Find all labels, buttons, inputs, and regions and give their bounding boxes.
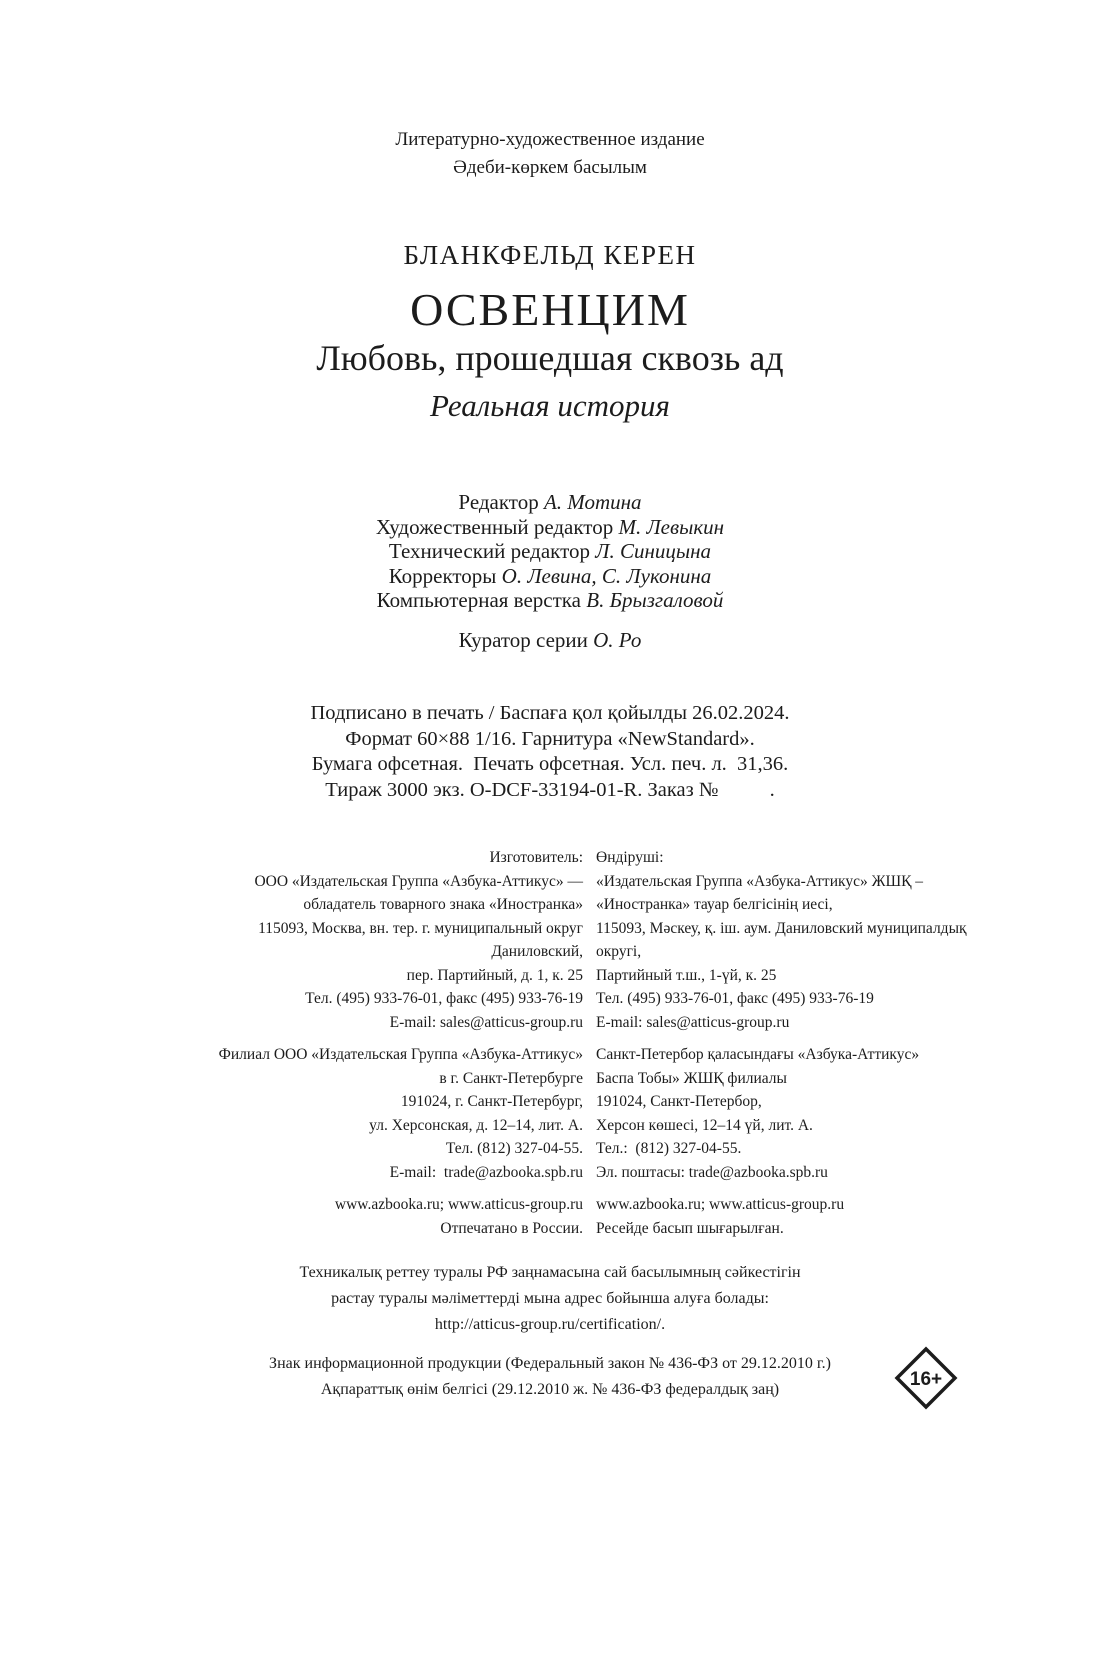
info-line: «Иностранка» тауар белгісінің иесі, [596,896,833,913]
imprint-line: Бумага офсетная. Печать офсетная. Усл. печ. л. 31,36. [311,753,789,775]
credit-line [0,490,1100,515]
info-line: Эл. поштасы: trade@azbooka.spb.ru [596,1163,828,1181]
info-line: Партийный т.ш., 1-үй, к. 25 [596,966,777,984]
credit-role: Корректоры [388,563,502,588]
credit-line [0,539,1100,564]
info-line: 191024, Санкт-Петербор, [596,1093,762,1110]
info-line: «Издательская Группа «Азбука-Аттикус» ЖШҚ – [596,872,924,890]
info-line: Филиал ООО «Издательская Группа «Азбука-Аттикус» [218,1046,583,1063]
credit-role: Технический редактор [388,539,596,563]
manufacturer-block-kz [596,846,967,1034]
age-rating-badge [894,1346,958,1410]
info-line: в г. Санкт-Петербурге [439,1069,583,1087]
cert-line: растау туралы мәліметтерді мына адрес бойынша алуға болады: [331,1290,769,1307]
book-subtitle: Любовь, прошедшая сквозь ад [316,338,784,378]
info-line: E-mail: sales@atticus-group.ru [389,1013,583,1031]
info-line: Өндіруші: [596,849,664,866]
book-subtitle-secondary: Реальная история [430,388,670,423]
info-line: обладатель товарного знака «Иностранка» [303,896,583,913]
certification-note [0,1260,1100,1338]
curator-role: Куратор серии [458,628,594,652]
info-line: Отпечатано в России. [440,1219,583,1237]
web-block-ru [219,1193,583,1240]
web-block-kz [596,1193,967,1240]
credit-line [0,588,1100,613]
sign-line: Ақпараттық өнім белгісі (29.12.2010 ж. № 436-ФЗ федералдық заң) [320,1381,780,1398]
credit-name: А. Мотина [543,490,642,514]
info-line: 115093, Москва, вн. тер. г. муниципальный округ [258,919,583,937]
age-rating-text: 16+ [909,1369,943,1390]
publisher-info-ru [219,846,583,1240]
info-line: 115093, Мәскеу, қ. іш. аум. Даниловский муниципалдық [596,919,967,937]
info-line: www.azbooka.ru; www.atticus-group.ru [334,1196,583,1213]
genre-line-kz: Әдеби-көркем басылым [453,157,647,178]
credit-line [0,515,1100,540]
imprint-line: Тираж 3000 экз. О-DCF-33194-01-R. Заказ № . [325,778,775,801]
genre-line-ru: Литературно-художественное издание [395,129,705,150]
info-line: Ресейде басып шығарылған. [596,1219,784,1237]
cert-line: http://atticus-group.ru/certification/. [434,1316,666,1333]
credit-role: Компьютерная верстка [376,588,587,612]
credit-role: Редактор [458,490,544,514]
credit-name: О. Левина, С. Луконина [501,563,712,588]
info-line: Баспа Тобы» ЖШҚ филиалы [596,1069,787,1087]
info-line: ул. Херсонская, д. 12–14, лит. А. [369,1116,583,1134]
info-line: Тел. (495) 933-76-01, факс (495) 933-76-19 [305,990,583,1007]
sign-line: Знак информационной продукции (Федеральный закон № 436-ФЗ от 29.12.2010 г.) [269,1355,831,1372]
info-line: Санкт-Петербор қаласындағы «Азбука-Аттикус» [596,1046,920,1063]
info-line: Тел. (812) 327-04-55. [445,1140,583,1157]
credit-role: Художественный редактор [375,514,619,539]
branch-block-ru [219,1043,583,1184]
info-line: Изготовитель: [489,849,583,866]
info-line: Херсон көшесі, 12–14 үй, лит. А. [596,1116,813,1134]
info-line: Даниловский, [491,943,583,960]
series-curator [0,628,1100,652]
info-line: пер. Партийный, д. 1, к. 25 [406,966,583,984]
info-line: E-mail: trade@azbooka.spb.ru [389,1163,583,1181]
info-line: ООО «Издательская Группа «Азбука-Аттикус» — [254,872,583,890]
book-title: ОСВЕНЦИМ [410,284,690,335]
info-line: www.azbooka.ru; www.atticus-group.ru [596,1196,845,1213]
info-line: округі, [596,943,642,960]
credit-name: В. Брызгаловой [586,588,724,612]
credit-name: М. Левыкин [618,514,725,539]
curator-name: О. Ро [593,628,642,652]
credits-block [0,490,1100,613]
info-line: Тел. (495) 933-76-01, факс (495) 933-76-19 [596,990,874,1007]
imprint-line: Формат 60×88 1/16. Гарнитура «NewStandard». [345,727,755,750]
author-name: БЛАНКФЕЛЬД КЕРЕН [403,240,697,270]
credit-name: Л. Синицына [595,539,712,563]
branch-block-kz [596,1043,967,1184]
credit-line [0,564,1100,589]
imprint-line: Подписано в печать / Баспаға қол қойылды 26.02.2024. [310,702,790,724]
info-line: 191024, г. Санкт-Петербург, [400,1093,583,1110]
imprint-block [0,701,1100,803]
info-line: E-mail: sales@atticus-group.ru [596,1013,790,1031]
genre-block [0,126,1100,182]
manufacturer-block-ru [219,846,583,1034]
cert-line: Техникалық реттеу туралы РФ заңнамасына сай басылымның сәйкестігін [299,1264,801,1281]
publisher-info-kz [596,846,967,1240]
info-line: Тел.: (812) 327-04-55. [596,1140,742,1157]
